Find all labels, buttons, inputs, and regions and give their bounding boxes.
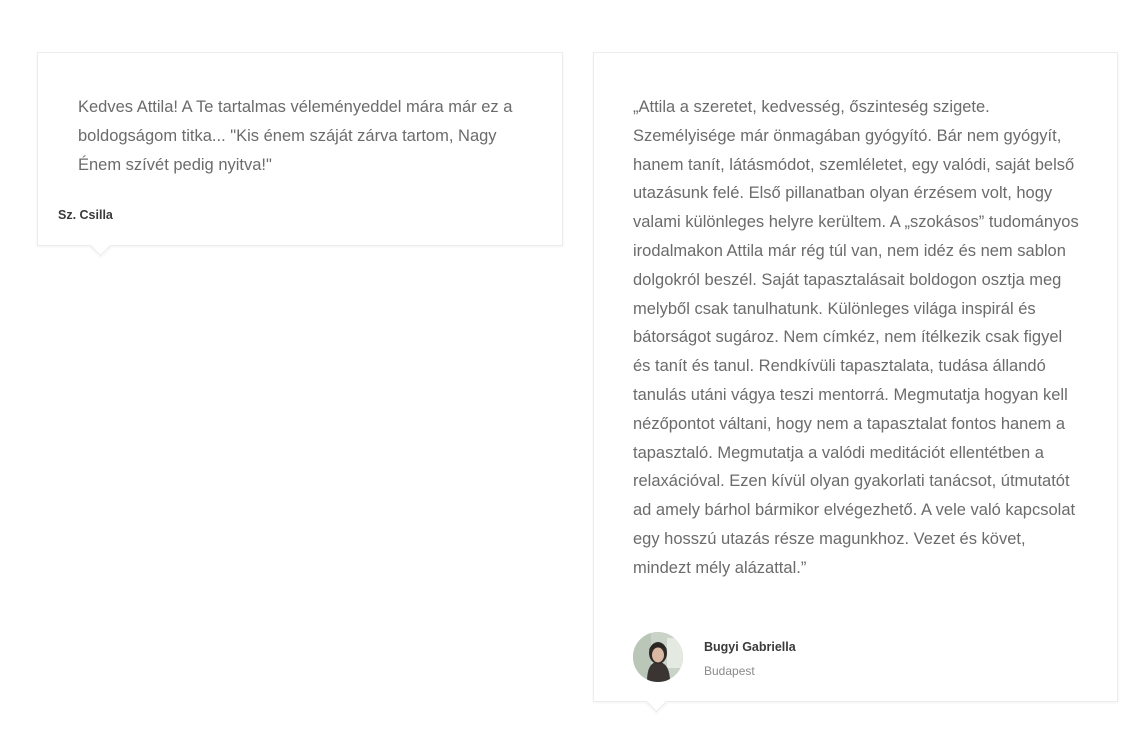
testimonial-quote: „Attila a szeretet, kedvesség, őszinteség szigete. Személyisége már önmagában gyógyító. Bár nem gyógyít, hanem tanít, látásmódot, szemléletet, egy valódi, saját belső utazásunk felé. Első pillanatban olyan érzésem volt, hogy valami különleges helyre kerültem. A „szokásos” tudományos irodalmakon Attila már rég túl van, nem idéz és nem sablon dolgokról beszél. Saját tapasztalásait boldogon osztja meg melyből csak tanulhatunk. Különleges világa inspirál és bátorságot sugároz. Nem címkéz, nem ítélkezik csak figyel és tanít és tanul. Rendkívüli tapasztalata, tudása állandó tanulás utáni vágya teszi mentorrá. Megmutatja hogyan kell nézőpontot váltani, hogy nem a tapasztalat fontos hanem a tapasztaló. Megmutatja a valódi meditációt ellentétben a relaxációval. Ezen kívül olyan gyakorlati tanácsot, útmutatót ad amely bárhol bármikor elvégezhető. A vele való kapcsolat egy hosszú utazás része magunkhoz. Vezet és követ, mindezt mély alázattal.” <box>633 98 1079 577</box>
testimonial-quote: Kedves Attila! A Te tartalmas véleményeddel mára már ez a boldogságom titka... "Kis énem száját zárva tartom, Nagy Énem szívét pedig nyitva!" <box>78 98 513 174</box>
testimonial-card <box>593 52 1118 702</box>
testimonial-author-city: Budapest <box>704 664 755 678</box>
avatar <box>633 632 683 682</box>
testimonial-author: Sz. Csilla <box>58 208 113 222</box>
avatar-photo-icon <box>633 632 683 682</box>
testimonial-author: Bugyi Gabriella <box>704 640 796 654</box>
testimonial-card <box>37 52 563 246</box>
